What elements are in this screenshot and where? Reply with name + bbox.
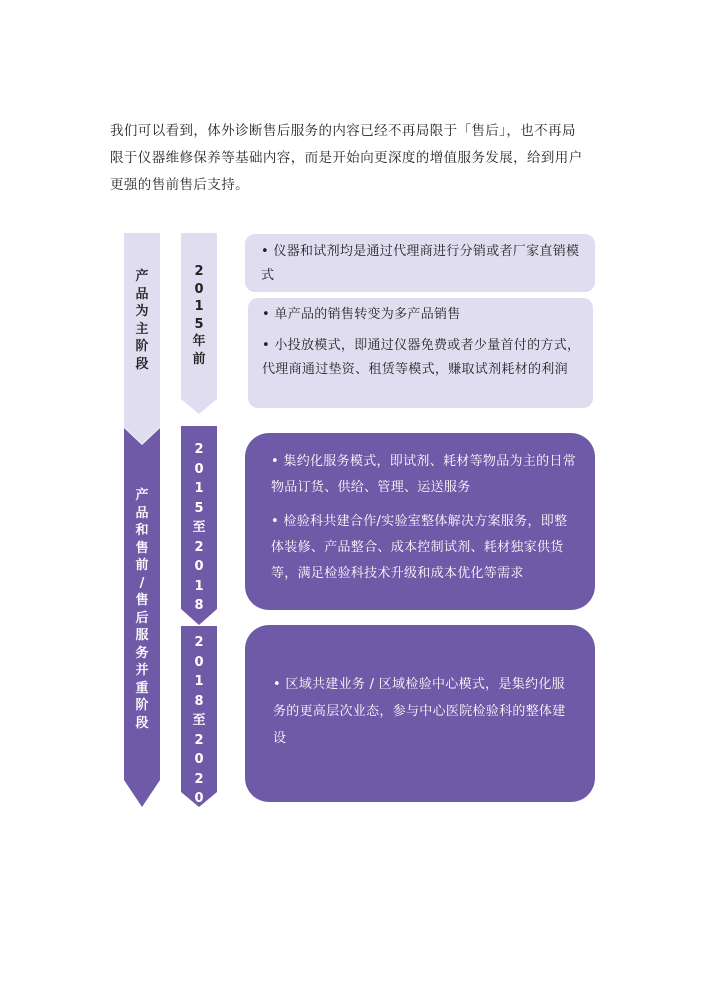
period-label-2015-2018: 2 0 1 5 至 2 0 1 8: [192, 442, 206, 613]
bullet-item: • 区域共建业务 / 区域检验中心模式，是集约化服务的更高层次业态，参与中心医院检验科的整体建设: [273, 677, 566, 746]
content-box-intensive-service: [245, 433, 595, 610]
content-box-distribution: [245, 234, 595, 292]
bullet-item: • 仪器和试剂均是通过代理商进行分销或者厂家直销模式: [261, 244, 580, 283]
intro-line: 限于仪器维修保养等基础内容，而是开始向更深度的增值服务发展，给到用户: [110, 150, 583, 166]
content-box-regional-center: [245, 625, 595, 802]
bullet-item: • 检验科共建合作/实验室整体解决方案服务，即整体装修、产品整合、成本控制试剂、耗材独家供货等，满足检验科技术升级和成本优化等需求: [271, 514, 568, 581]
intro-line: 我们可以看到，体外诊断售后服务的内容已经不再局限于「售后」，也不再局: [110, 123, 576, 139]
bullet-item: • 集约化服务模式，即试剂、耗材等物品为主的日常物品订货、供给、管理、运送服务: [271, 454, 577, 495]
stage-label-product: 产 品 为 主 阶 段: [135, 269, 149, 372]
period-label-before-2015: 2 0 1 5 年 前: [192, 264, 206, 367]
bullet-item: • 小投放模式，即通过仪器免费或者少量首付的方式，代理商通过垫资、租赁等模式，赚取试剂耗材的利润: [262, 338, 581, 377]
period-label-2018-2020: 2 0 1 8 至 2 0 2 0: [192, 635, 206, 806]
intro-line: 更强的售前售后支持。: [110, 177, 249, 193]
intro-paragraph: [110, 118, 610, 199]
content-box-multi-product: [248, 298, 593, 408]
stage-label-product-service: 产 品 和 售 前 / 售 后 服 务 并 重 阶 段: [135, 488, 149, 731]
bullet-item: • 单产品的销售转变为多产品销售: [262, 307, 461, 322]
